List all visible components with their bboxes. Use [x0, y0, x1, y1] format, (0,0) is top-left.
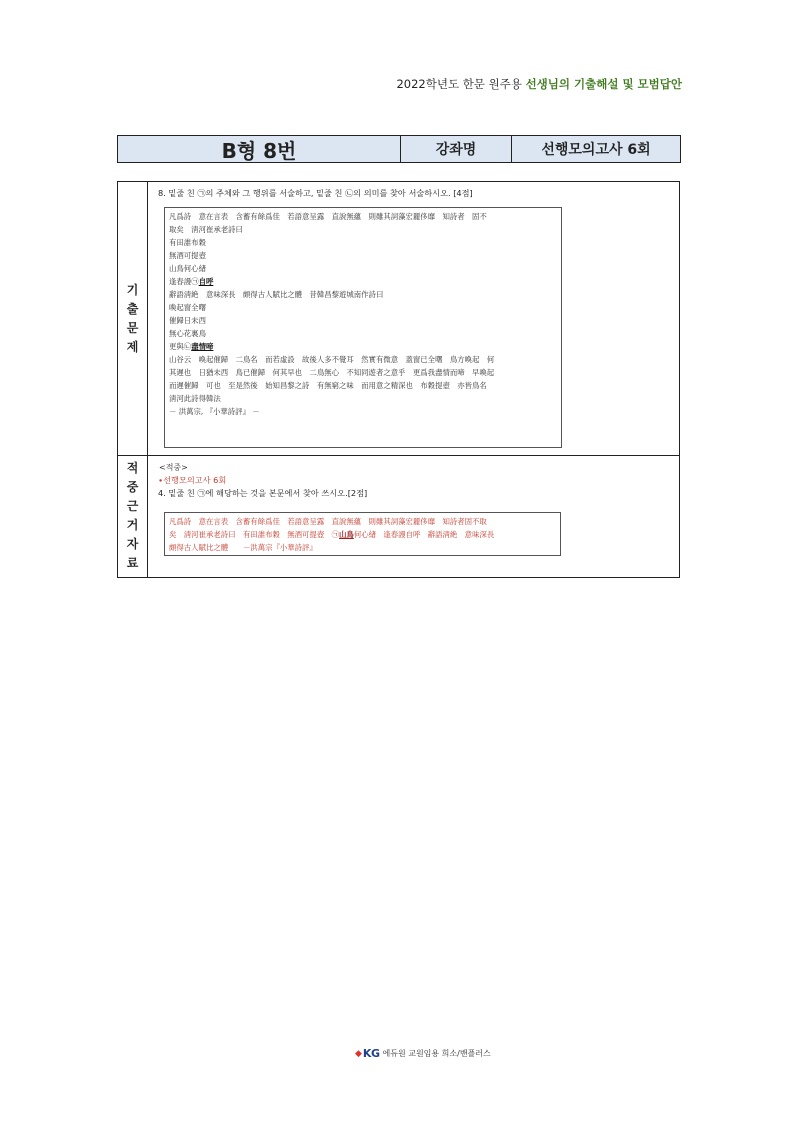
evidence-question: 4. 밑줄 친 ㉠에 해당하는 것을 본문에서 찾아 쓰시오.[2점] — [158, 488, 368, 498]
main-table — [117, 181, 680, 578]
marker-a: ㉠ — [191, 277, 199, 286]
evidence-label: 적 중 근 거 자 료 — [118, 455, 148, 577]
footer-text: 에듀원 교원임용 희소/밴플러스 — [382, 1049, 491, 1058]
footer-brand: KG — [362, 1047, 380, 1060]
footer — [355, 1047, 491, 1060]
evidence-row — [118, 455, 679, 577]
marker-b: ㉡ — [183, 342, 192, 351]
evidence-passage-box: 凡爲詩 意在言表 含蓄有餘爲佳 若語意呈露 直說無蘊 則雖其詞藻宏麗侈靡 知詩者固不取 矣 淸河崔承老詩曰 有田誰布穀 無酒可提壺 ㉠山鳥何心緖 逢春謾自呼 辭語淸絶 意味深長 頗得古人賦比之體 －洪萬宗『小華詩評』 — [164, 512, 561, 556]
exam-question-row — [118, 182, 679, 456]
course-label: 강좌명 — [401, 136, 512, 162]
passage-box: 凡爲詩 意在言表 含蓄有餘爲佳 若語意呈露 直說無蘊 則雖其詞藻宏麗侈靡 知詩者 固不 取矣 淸河崔承老詩曰 有田誰布穀 無酒可提壺 山鳥何心緖 逢春謾㉠自呼 辭語淸絶 意味深長 頗得古人賦比之體 昔韓昌黎遊城南作詩曰 喚起窗全曙 催歸日未西 無心花裏鳥 更與㉡盡情啼 山谷云 喚起催歸 二鳥名 而若虛設 故後人多不覺耳 然實有微意 蓋窗已全曙 鳥方喚起 何 其遲也 日猶未西 鳥已催歸 何其早也 二鳥無心 不知同遊者之意乎 更爲我盡情而啼 早喚起 而遲催歸 可也 至是然後 始知昌黎之詩 有無窮之味 而用意之精深也 布穀提壺 亦皆鳥名 淸河此詩得韓法 － 洪萬宗, 『小華詩評』 － — [164, 207, 562, 448]
underlined-phrase-b: 盡情啼 — [191, 342, 214, 351]
hit-note: <적중> — [159, 463, 188, 472]
question-text: 8. 밑줄 친 ㉠의 주체와 그 행위를 서술하고, 밑줄 친 ㉡의 의미를 찾아 서술하시오. [4점] — [158, 188, 473, 198]
underlined-phrase-a: 自呼 — [198, 277, 214, 286]
header-highlight: 선생님의 기출해설 및 모범답안 — [525, 77, 682, 91]
evidence-underlined: 山鳥 — [339, 530, 354, 539]
page-header — [396, 76, 682, 92]
header-prefix: 2022학년도 한문 원주용 — [396, 77, 526, 91]
course-name: 선행모의고사 6회 — [541, 142, 651, 158]
exam-question-label: 기 출 문 제 — [118, 182, 148, 455]
evidence-source: ∙선행모의고사 6회 — [158, 475, 227, 485]
kg-logo-icon: ◆ — [355, 1048, 362, 1059]
title-bar — [117, 135, 681, 163]
source-citation: － 洪萬宗, 『小華詩評』 － — [169, 407, 260, 416]
question-title: B형 8번 — [118, 136, 401, 162]
evidence-marker: ㉠ — [331, 530, 340, 539]
